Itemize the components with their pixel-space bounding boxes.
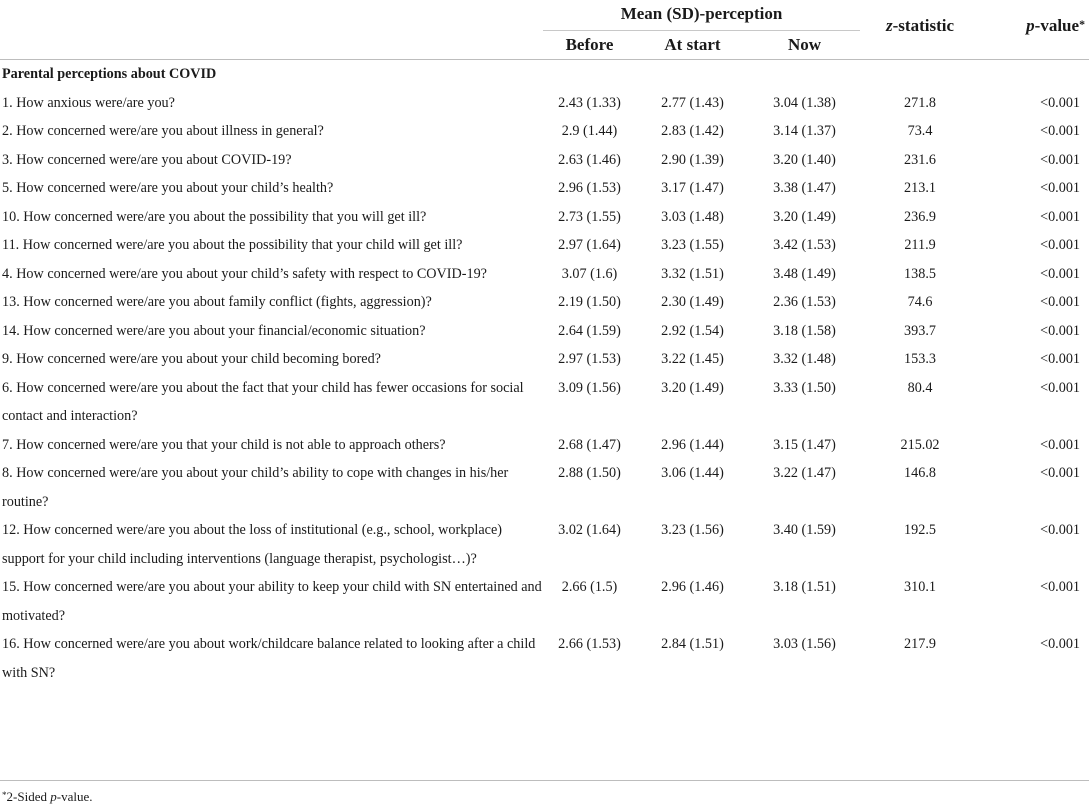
cell-item: 3. How concerned were/are you about COVID-19?	[2, 151, 292, 168]
cell-before: 2.19 (1.50)	[558, 294, 621, 310]
table-bottom-rule	[0, 780, 1089, 781]
cell-now: 3.04 (1.38)	[773, 94, 836, 111]
footnote-italic: p	[50, 789, 57, 804]
p-rest: -value	[1034, 16, 1080, 35]
cell-p-value: <0.001	[1040, 636, 1081, 652]
col-header-z-statistic	[860, 12, 980, 42]
cell-now: 3.48 (1.49)	[773, 265, 836, 282]
cell-at-start: 3.03 (1.48)	[661, 208, 724, 225]
cell-before: 2.73 (1.55)	[558, 208, 621, 225]
table-row	[0, 288, 1089, 317]
cell-z-statistic: 80.4	[907, 379, 933, 396]
cell-p-value: <0.001	[1040, 351, 1081, 367]
cell-at-start: 2.96 (1.44)	[661, 436, 724, 453]
cell-before: 2.88 (1.50)	[558, 465, 621, 481]
cell-item: 11. How concerned were/are you about the possibility that your child will get ill?	[2, 237, 463, 253]
table-row	[0, 516, 1089, 573]
cell-at-start: 3.17 (1.47)	[661, 180, 724, 196]
cell-p-value: <0.001	[1040, 379, 1081, 396]
p-mark: *	[1079, 16, 1086, 31]
cell-z-statistic: 271.8	[904, 94, 936, 111]
section-row	[0, 60, 1089, 89]
cell-z-statistic: 153.3	[904, 351, 936, 367]
cell-at-start: 2.90 (1.39)	[661, 151, 724, 168]
cell-z-statistic: 192.5	[904, 522, 936, 538]
table-row	[0, 345, 1089, 374]
cell-item: 8. How concerned were/are you about your child’s ability to cope with changes in his/her routine?	[2, 465, 509, 510]
cell-p-value: <0.001	[1040, 322, 1081, 339]
cell-item: 16. How concerned were/are you about work/childcare balance related to looking after a child with SN?	[2, 636, 536, 681]
footnote	[2, 789, 92, 805]
cell-now: 3.40 (1.59)	[773, 522, 836, 538]
table-row	[0, 431, 1089, 460]
cell-z-statistic: 310.1	[904, 579, 936, 595]
table-row	[0, 174, 1089, 203]
cell-now: 3.42 (1.53)	[773, 237, 836, 253]
cell-p-value: <0.001	[1040, 265, 1081, 282]
table-row	[0, 231, 1089, 260]
cell-item: 5. How concerned were/are you about your child’s health?	[2, 180, 334, 196]
cell-z-statistic: 236.9	[904, 208, 936, 225]
cell-item: 6. How concerned were/are you about the fact that your child has fewer occasions for social contact and interaction?	[2, 379, 524, 424]
cell-item: 10. How concerned were/are you about the possibility that you will get ill?	[2, 208, 427, 225]
col-header-now: Now	[787, 34, 822, 54]
table-row	[0, 630, 1089, 687]
cell-now: 3.03 (1.56)	[773, 636, 836, 652]
header-columns-row	[0, 30, 1089, 60]
cell-p-value: <0.001	[1040, 180, 1081, 196]
cell-before: 3.02 (1.64)	[558, 522, 621, 538]
cell-before: 2.9 (1.44)	[561, 123, 618, 139]
cell-item: 2. How concerned were/are you about illness in general?	[2, 123, 324, 139]
cell-item: 15. How concerned were/are you about your ability to keep your child with SN entertained and motivated?	[2, 579, 542, 624]
cell-z-statistic: 146.8	[904, 465, 936, 481]
cell-before: 2.66 (1.5)	[561, 579, 618, 595]
cell-z-statistic: 231.6	[904, 151, 936, 168]
cell-item: 4. How concerned were/are you about your child’s safety with respect to COVID-19?	[2, 265, 487, 282]
cell-z-statistic: 73.4	[907, 123, 933, 139]
cell-item: 9. How concerned were/are you about your child becoming bored?	[2, 351, 381, 367]
col-header-at-start: At start	[664, 34, 721, 54]
cell-before: 2.68 (1.47)	[558, 436, 621, 453]
cell-z-statistic: 211.9	[904, 237, 936, 253]
cell-now: 3.15 (1.47)	[773, 436, 836, 453]
cell-now: 3.14 (1.37)	[773, 123, 836, 139]
cell-before: 2.97 (1.53)	[558, 351, 621, 367]
cell-at-start: 3.06 (1.44)	[661, 465, 724, 481]
col-header-p-value	[980, 12, 1089, 42]
cell-at-start: 3.23 (1.56)	[661, 522, 724, 538]
cell-item: 7. How concerned were/are you that your child is not able to approach others?	[2, 436, 446, 453]
cell-item: 1. How anxious were/are you?	[2, 94, 175, 111]
cell-now: 3.32 (1.48)	[773, 351, 836, 367]
cell-now: 2.36 (1.53)	[773, 294, 836, 310]
cell-now: 3.33 (1.50)	[773, 379, 836, 396]
cell-p-value: <0.001	[1040, 579, 1081, 595]
cell-p-value: <0.001	[1040, 94, 1081, 111]
cell-at-start: 2.96 (1.46)	[661, 579, 724, 595]
footnote-text-before: 2-Sided	[6, 789, 51, 804]
z-rest: -statistic	[892, 16, 955, 35]
cell-item: 12. How concerned were/are you about the loss of institutional (e.g., school, workplace) support for your child including interventions (language therapist, psychologist…)?	[2, 522, 502, 567]
cell-p-value: <0.001	[1040, 294, 1081, 310]
cell-now: 3.38 (1.47)	[773, 180, 836, 196]
cell-item: 13. How concerned were/are you about family conflict (fights, aggression)?	[2, 294, 432, 310]
table-row	[0, 573, 1089, 630]
cell-at-start: 3.22 (1.45)	[661, 351, 724, 367]
cell-at-start: 3.23 (1.55)	[661, 237, 724, 253]
header-empty-cell	[0, 0, 543, 30]
cell-now: 3.20 (1.40)	[773, 151, 836, 168]
cell-before: 3.09 (1.56)	[558, 379, 621, 396]
table-row	[0, 117, 1089, 146]
cell-before: 3.07 (1.6)	[561, 265, 618, 282]
cell-p-value: <0.001	[1040, 522, 1081, 538]
table-row	[0, 260, 1089, 289]
cell-now: 3.18 (1.51)	[773, 579, 836, 595]
cell-before: 2.43 (1.33)	[558, 94, 621, 111]
table-row	[0, 203, 1089, 232]
col-header-before: Before	[565, 34, 614, 54]
cell-before: 2.64 (1.59)	[558, 322, 621, 339]
p-italic: p	[1026, 16, 1035, 35]
cell-now: 3.18 (1.58)	[773, 322, 836, 339]
cell-before: 2.66 (1.53)	[558, 636, 621, 652]
table-row	[0, 459, 1089, 516]
cell-p-value: <0.001	[1040, 123, 1081, 139]
cell-z-statistic: 393.7	[904, 322, 936, 339]
header-group-label: Mean (SD)-perception	[543, 0, 860, 30]
cell-p-value: <0.001	[1040, 208, 1081, 225]
cell-at-start: 2.77 (1.43)	[661, 94, 724, 111]
cell-before: 2.96 (1.53)	[558, 180, 621, 196]
cell-z-statistic: 138.5	[904, 265, 936, 282]
cell-at-start: 3.32 (1.51)	[661, 265, 724, 282]
cell-at-start: 2.83 (1.42)	[661, 123, 724, 139]
cell-z-statistic: 217.9	[904, 636, 936, 652]
cell-now: 3.22 (1.47)	[773, 465, 836, 481]
cell-z-statistic: 74.6	[907, 294, 933, 310]
cell-p-value: <0.001	[1040, 237, 1081, 253]
cell-p-value: <0.001	[1040, 151, 1081, 168]
header-empty-cell	[0, 30, 543, 60]
cell-now: 3.20 (1.49)	[773, 208, 836, 225]
cell-at-start: 2.84 (1.51)	[661, 636, 724, 652]
table-row	[0, 374, 1089, 431]
section-title: Parental perceptions about COVID	[2, 66, 217, 82]
table-row	[0, 317, 1089, 346]
footnote-text-after: -value.	[56, 789, 93, 804]
cell-before: 2.97 (1.64)	[558, 237, 621, 253]
cell-at-start: 2.30 (1.49)	[661, 294, 724, 310]
cell-at-start: 3.20 (1.49)	[661, 379, 724, 396]
table-row	[0, 89, 1089, 118]
table-row	[0, 146, 1089, 175]
cell-z-statistic: 213.1	[904, 180, 936, 196]
cell-before: 2.63 (1.46)	[558, 151, 621, 168]
cell-p-value: <0.001	[1040, 465, 1081, 481]
cell-z-statistic: 215.02	[900, 436, 940, 453]
footnote-mark: *	[2, 790, 7, 801]
cell-item: 14. How concerned were/are you about your financial/economic situation?	[2, 322, 426, 339]
z-italic: z	[886, 16, 893, 35]
cell-p-value: <0.001	[1040, 436, 1081, 453]
cell-at-start: 2.92 (1.54)	[661, 322, 724, 339]
